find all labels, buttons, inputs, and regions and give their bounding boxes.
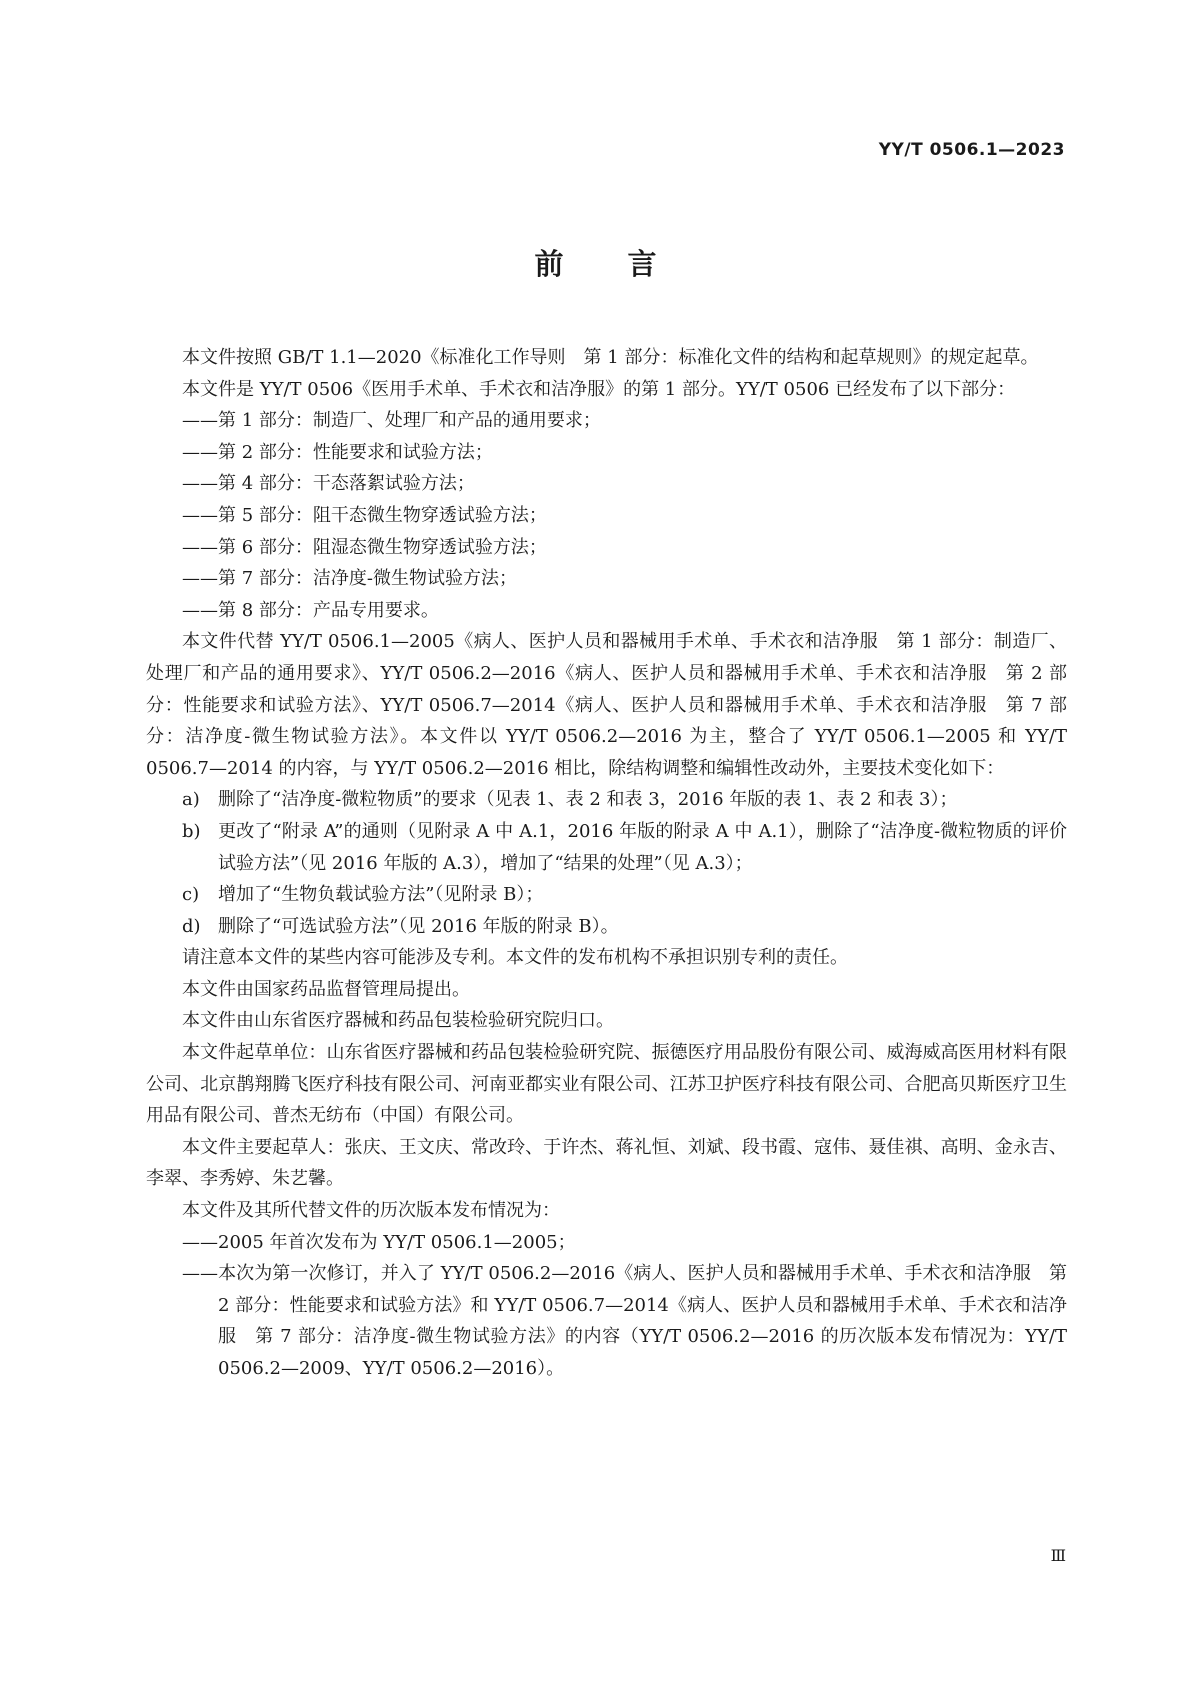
foreword-body (146, 342, 1067, 1385)
list-item-history: ——本次为第一次修订，并入了 YY/T 0506.2—2016《病人、医护人员和器械用手术单、手术衣和洁净服 第 2 部分：性能要求和试验方法》和 YY/T 0506.7—2014《病人、医护人员和器械用手术单、手术衣和洁净服 第 7 部分：洁净度-微生物试验方法》的内容（YY/T 0506.2—2016 的历次版本发布情况为：YY/T 0506.2—2009、YY/T 0506.2—2016）。 (182, 1263, 1067, 1379)
list-item-part: ——第 8 部分：产品专用要求。 (182, 599, 439, 621)
change-text: 更改了“附录 A”的通则（见附录 A 中 A.1，2016 年版的附录 A 中 A.1），删除了“洁净度-微粒物质的评价试验方法”（见 2016 年版的 A.3），增加了“结果的处理”（见 A.3）； (218, 820, 1067, 874)
standard-code: YY/T 0506.1—2023 (878, 140, 1065, 160)
change-marker: d) (182, 915, 201, 937)
list-item-part: ——第 1 部分：制造厂、处理厂和产品的通用要求； (182, 410, 601, 432)
change-text: 删除了“洁净度-微粒物质”的要求（见表 1、表 2 和表 3，2016 年版的表 1、表 2 和表 3）； (218, 789, 958, 811)
change-text: 删除了“可选试验方法”（见 2016 年版的附录 B）。 (218, 915, 619, 937)
change-text: 增加了“生物负载试验方法”（见附录 B）； (218, 884, 544, 906)
change-marker: a) (182, 789, 200, 811)
list-item-history: ——2005 年首次发布为 YY/T 0506.1—2005； (182, 1231, 576, 1253)
page-number: Ⅲ (1050, 1546, 1066, 1565)
title-char-1: 前 (534, 247, 564, 281)
list-item-part: ——第 5 部分：阻干态微生物穿透试验方法； (182, 504, 547, 526)
list-item-part: ——第 4 部分：干态落絮试验方法； (182, 473, 475, 495)
list-item-change (146, 911, 1067, 943)
paragraph-drafting-units: 本文件起草单位：山东省医疗器械和药品包装检验研究院、振德医疗用品股份有限公司、威海威高医用材料有限公司、北京鹊翔腾飞医疗科技有限公司、河南亚都实业有限公司、江苏卫护医疗科技有限公司、合肥高贝斯医疗卫生用品有限公司、普杰无纺布（中国）有限公司。 (146, 1042, 1067, 1127)
list-item-part: ——第 2 部分：性能要求和试验方法； (182, 441, 493, 463)
paragraph-centralized-by: 本文件由山东省医疗器械和药品包装检验研究院归口。 (182, 1010, 614, 1032)
list-item-part: ——第 6 部分：阻湿态微生物穿透试验方法； (182, 536, 547, 558)
paragraph-drafting-rules: 本文件按照 GB/T 1.1—2020《标准化工作导则 第 1 部分：标准化文件的结构和起草规则》的规定起草。 (182, 347, 1039, 368)
paragraph-history-intro: 本文件及其所代替文件的历次版本发布情况为： (182, 1200, 560, 1222)
paragraph-replacement: 本文件代替 YY/T 0506.1—2005《病人、医护人员和器械用手术单、手术衣和洁净服 第 1 部分：制造厂、处理厂和产品的通用要求》、YY/T 0506.2—2016《病人、医护人员和器械用手术单、手术衣和洁净服 第 2 部分：性能要求和试验方法》、YY/T 0506.7—2014《病人、医护人员和器械用手术单、手术衣和洁净服 第 7 部分：洁净度-微生物试验方法》。本文件以 YY/T 0506.2—2016 为主，整合了 YY/T 0506.1—2005 和 YY/T 0506.7—2014 的内容，与 YY/T 0506.2—2016 相比，除结构调整和编辑性改动外，主要技术变化如下： (146, 631, 1067, 779)
paragraph-drafters: 本文件主要起草人：张庆、王文庆、常改玲、于许杰、蒋礼恒、刘斌、段书霞、寇伟、聂佳祺、高明、金永吉、李翠、李秀婷、朱艺馨。 (146, 1136, 1067, 1190)
list-item-change (146, 816, 1067, 879)
paragraph-proposer: 本文件由国家药品监督管理局提出。 (182, 978, 470, 1000)
list-item-change (146, 879, 1067, 911)
change-marker: c) (182, 884, 200, 906)
paragraph-series-intro: 本文件是 YY/T 0506《医用手术单、手术衣和洁净服》的第 1 部分。YY/T 0506 已经发布了以下部分： (182, 378, 1016, 400)
list-item-change (146, 784, 1067, 816)
change-marker: b) (182, 820, 201, 842)
page-title (0, 242, 1191, 283)
title-char-2: 言 (627, 247, 657, 281)
paragraph-patent-notice: 请注意本文件的某些内容可能涉及专利。本文件的发布机构不承担识别专利的责任。 (182, 947, 848, 969)
list-item-part: ——第 7 部分：洁净度-微生物试验方法； (182, 568, 517, 590)
